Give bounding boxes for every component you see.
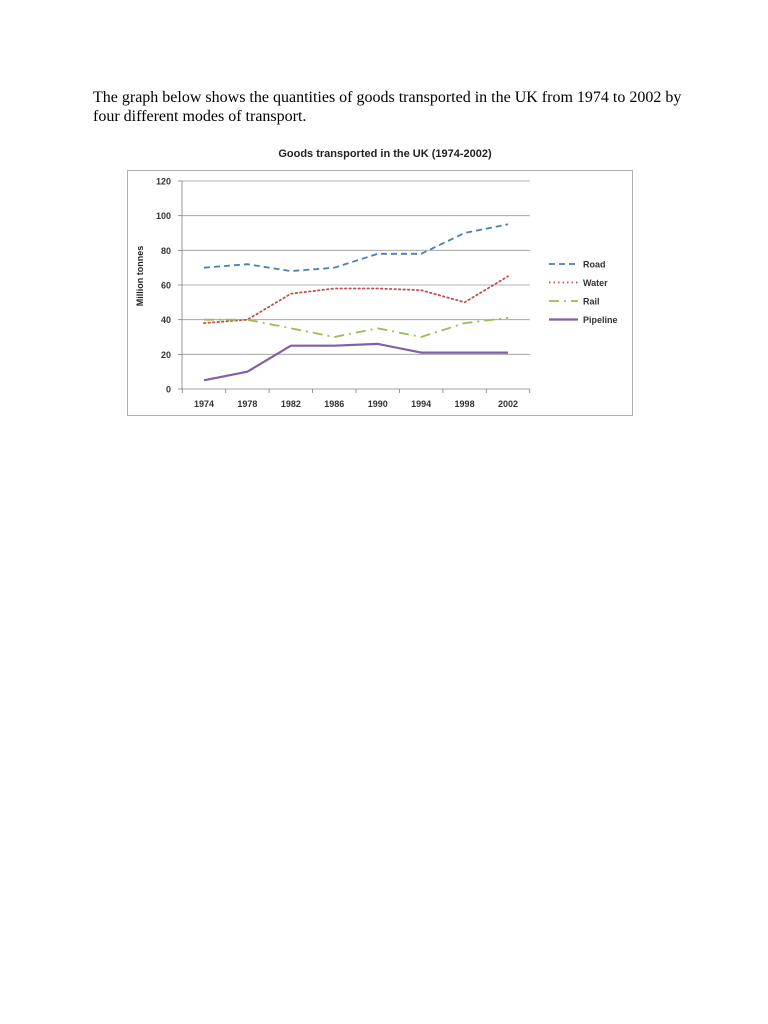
y-axis-label: Million tonnes: [135, 245, 145, 307]
intro-paragraph: The graph below shows the quantities of goods transported in the UK from 1974 to 2002 by four different modes of transport.: [93, 89, 682, 125]
legend-label-rail: Rail: [583, 296, 600, 307]
chart-title: Goods transported in the UK (1974-2002): [278, 148, 492, 160]
chart-figure: [0, 0, 768, 435]
x-tick-label: 2002: [497, 399, 519, 409]
legend-label-pipeline: Pipeline: [583, 315, 618, 325]
x-tick-label: 1974: [193, 399, 215, 409]
x-tick-label: 1998: [454, 399, 475, 409]
x-tick-label: 1978: [237, 399, 258, 409]
legend-label-road: Road: [583, 259, 606, 270]
x-tick-label: 1990: [367, 399, 388, 409]
x-tick-label: 1994: [411, 399, 432, 409]
y-tick-label: 100: [155, 211, 171, 222]
x-tick-label: 1986: [324, 399, 345, 409]
y-tick-label: 80: [160, 245, 171, 256]
y-tick-label: 60: [160, 280, 171, 291]
y-tick-label: 0: [165, 384, 171, 395]
y-tick-label: 40: [160, 315, 171, 326]
legend-label-water: Water: [583, 278, 608, 288]
chart-frame: [128, 171, 633, 416]
x-tick-label: 1982: [280, 399, 301, 409]
y-tick-label: 20: [160, 349, 171, 360]
line-chart: [0, 0, 768, 430]
y-tick-label: 120: [155, 176, 171, 187]
